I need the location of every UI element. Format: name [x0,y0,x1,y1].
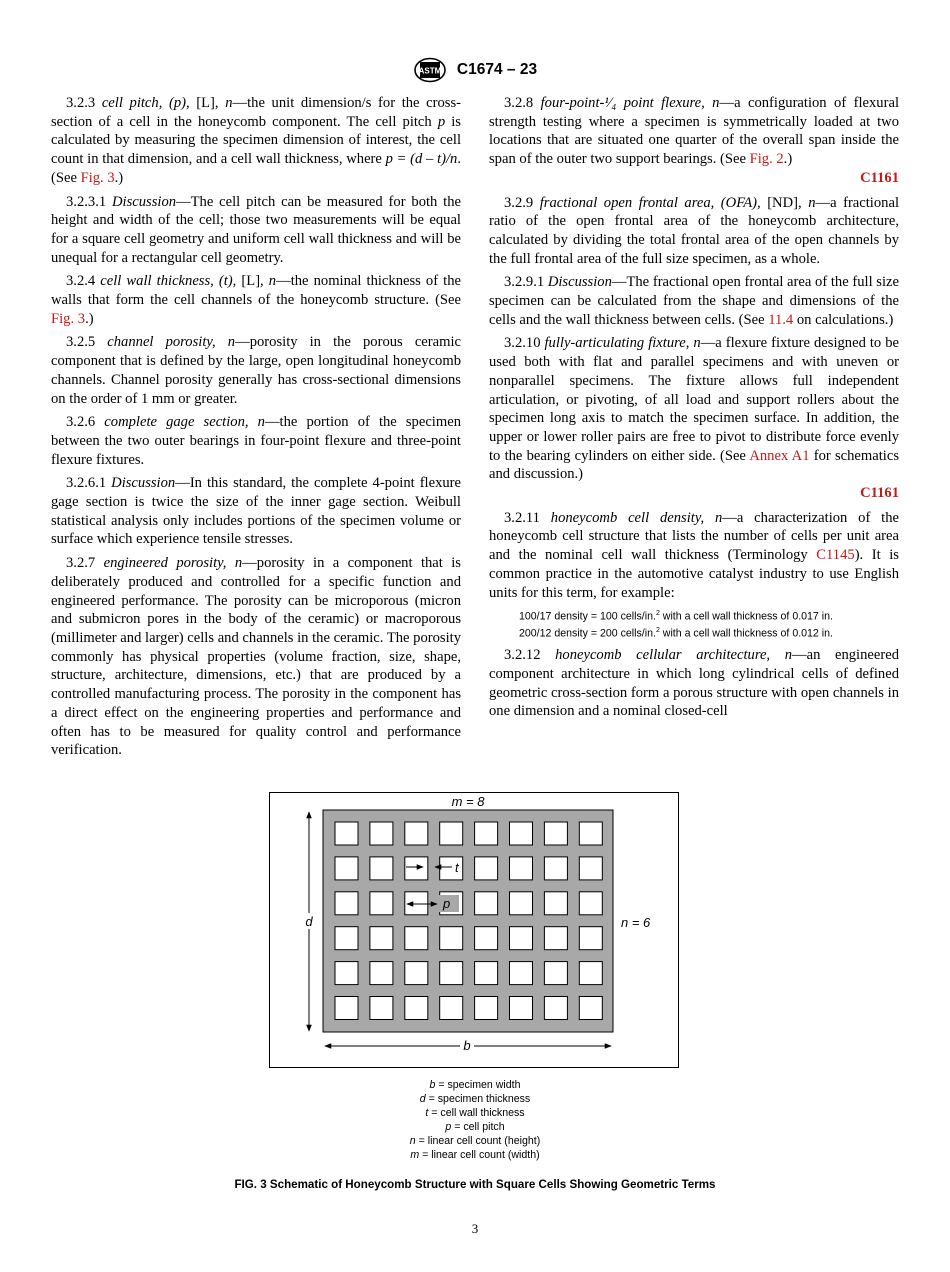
honeycomb-cell [579,962,602,985]
example-line: 100/17 density = 100 cells/in.$^2$ with a cell wall thickness of 0.017 in. [519,610,833,623]
astm-logo-text: ASTM [418,66,442,76]
section-3-2-6-1: 3.2.6.1 Discussion—In this standard, the complete 4-point flexure gage section is twice the size of the inner gage section. Weibull statistical analysis only includes portions of the specimen volume or surface which experience tensile stresses. [51,475,462,548]
legend-item: m = linear cell count (width) [410,1149,540,1161]
honeycomb-cell [510,892,533,915]
astm-logo-icon [413,57,447,83]
honeycomb-cell [475,822,498,845]
section-3-2-8: 3.2.8 four-point-¹⁄₄ point flexure, n—a configuration of flexural strength testing where a specimen is symmetrically loaded at two locations that are situated one quarter of the overall span inside the span of the outer two support bearings. (See Fig. 2.) [489,95,899,168]
honeycomb-cell [510,997,533,1020]
legend-item: d = specimen thickness [419,1093,531,1105]
left-column [51,94,461,765]
fig3-link[interactable]: Fig. 3 [80,169,115,186]
section-3-2-4: 3.2.4 cell wall thickness, (t), [L], n—the nominal thickness of the walls that form the cell channels of the honeycomb structure. (See Fig. 3.) [51,273,461,327]
honeycomb-cell [405,962,428,985]
section-3-2-6: 3.2.6 complete gage section, n—the portion of the specimen between the two outer bearings in four-point flexure and three-point flexure fixtures. [51,414,461,468]
honeycomb-cell [579,822,602,845]
legend-item: p = cell pitch [445,1121,505,1133]
honeycomb-cell [475,927,498,950]
section-3-2-12: 3.2.12 honeycomb cellular architecture, n—an engineered component architecture in which long cylindrical cells of defined geometric cross-section form a porous structure with open channels in one dimension and a nominal closed-cell [489,647,899,720]
honeycomb-cell [440,857,463,880]
honeycomb-cell [579,892,602,915]
honeycomb-cell [335,962,358,985]
cell-density-examples [489,607,899,640]
honeycomb-cell [510,927,533,950]
section-11-4-link[interactable]: 11.4 [768,311,794,328]
honeycomb-cell [475,892,498,915]
honeycomb-cell [370,892,393,915]
honeycomb-cell [370,822,393,845]
honeycomb-cell [510,857,533,880]
d-label: d [305,914,313,929]
honeycomb-cell [405,927,428,950]
honeycomb-cell [544,822,567,845]
honeycomb-cell [510,822,533,845]
honeycomb-cell [510,962,533,985]
legend-item: t = cell wall thickness [425,1107,525,1119]
b-label: b [463,1038,471,1053]
honeycomb-cell [405,997,428,1020]
section-3-2-5: 3.2.5 channel porosity, n—porosity in the porous ceramic component that is defined by the large, open longitudinal honeycomb channels. Channel porosity generally has cross-sectional dimensions on the order of 1 mm or greater. [51,334,461,407]
section-3-2-3: 3.2.3 cell pitch, (p), [L], n—the unit dimension/s for the cross-section of a cell in the honeycomb component. The cell pitch p is calculated by measuring the specimen dimension of interest, the cell count in that dimension, and a cell wall thickness, where p = (d – t)/n. (See Fig. 3.) [51,95,462,186]
designation: C1674 – 23 [456,61,538,78]
honeycomb-cell [579,927,602,950]
honeycomb-cell [544,962,567,985]
right-column [489,94,899,726]
n-label: n = 6 [621,915,651,930]
honeycomb-schematic [269,792,679,1068]
honeycomb-cell [335,927,358,950]
honeycomb-cell [440,822,463,845]
honeycomb-cell [370,962,393,985]
honeycomb-cell [475,857,498,880]
honeycomb-cell [370,927,393,950]
honeycomb-cell [544,892,567,915]
honeycomb-cell [335,892,358,915]
section-3-2-11: 3.2.11 honeycomb cell density, n—a characterization of the honeycomb cell structure that lists the number of cells per unit area and the nominal cell wall thickness (Terminology C1145). It is common practice in the automotive catalyst industry to use English units for this term, for example: [489,509,899,601]
section-3-2-10: 3.2.10 fully-articulating fixture, n—a flexure fixture designed to be used both with flat and parallel specimens and with uneven or nonparallel specimens. The fixture allows full independent articulation, or pivoting, of all load and support rollers about the specimen long axis to match the specimen surface. In addition, the upper or lower roller pairs are free to pivot to distribute force evenly to the bearing cylinders on either side. (See Annex A1 for schematics and discussion.) [489,335,900,483]
honeycomb-cell [440,997,463,1020]
honeycomb-cell [405,822,428,845]
honeycomb-cell [544,857,567,880]
honeycomb-cell [335,997,358,1020]
page-header [0,57,950,83]
figure-caption: FIG. 3 Schematic of Honeycomb Structure with Square Cells Showing Geometric Terms [234,1178,716,1191]
honeycomb-cell [370,857,393,880]
annex-a1-link[interactable]: Annex A1 [749,447,810,464]
fig3-link[interactable]: Fig. 3 [51,310,86,327]
honeycomb-cell [475,962,498,985]
legend-item: n = linear cell count (height) [409,1135,541,1147]
honeycomb-cell [440,962,463,985]
honeycomb-block [323,810,613,1032]
section-3-2-7: 3.2.7 engineered porosity, n—porosity in a component that is deliberately produced and controlled for a specific function and engineered performance. The porosity can be microporous (micron and submicron pores in the body of the ceramic) or macroporous (millimeter and larger) cells and channels in the ceramic. The porosity commonly has physical properties (volume fraction, size, shape, structure, architecture, dimensions, etc.) that are produced by a controlled manufacturing process. The porosity in the component has a direct effect on the engineering properties and performance and often has to be measured for quality control and performance verification. [51,555,461,759]
example-line: 200/12 density = 200 cells/in.$^2$ with a cell wall thickness of 0.012 in. [519,626,833,640]
honeycomb-cell [579,857,602,880]
t-label: t [455,860,459,875]
figure-legend [0,1078,950,1162]
reference-c1161[interactable]: C1161 [860,169,899,186]
honeycomb-cell [475,997,498,1020]
m-label: m = 8 [451,794,485,809]
page-number: 3 [471,1221,479,1236]
section-3-2-3-1: 3.2.3.1 Discussion—The cell pitch can be measured for both the height and width of the cell; those two measurements will be equal for a square cell geometry and uniform cell wall thickness and will be unequal for a rectangular cell geometry. [51,193,462,266]
honeycomb-cell [405,857,428,880]
honeycomb-cell [440,927,463,950]
c1145-link[interactable]: C1145 [816,547,855,564]
honeycomb-cell [405,892,428,915]
reference-c1161[interactable]: C1161 [860,485,899,502]
honeycomb-cell [579,997,602,1020]
legend-item: b = specimen width [429,1079,521,1091]
honeycomb-cell [335,857,358,880]
p-label: p [443,896,451,911]
section-3-2-9-1: 3.2.9.1 Discussion—The fractional open frontal area of the full size specimen can be calculated from the shape and dimensions of the cells and the wall thickness between cells. (See 11.4 on calculations.) [489,274,899,328]
fig2-link[interactable]: Fig. 2 [749,151,784,168]
honeycomb-cell [335,822,358,845]
honeycomb-cell [544,927,567,950]
honeycomb-cell [544,997,567,1020]
honeycomb-cell [370,997,393,1020]
section-3-2-9: 3.2.9 fractional open frontal area, (OFA), [ND], n—a fractional ratio of the open frontal area of the honeycomb architecture, calculated by dividing the total frontal area of the open channels by the full frontal area of the full size specimen, as a whole. [489,194,899,267]
